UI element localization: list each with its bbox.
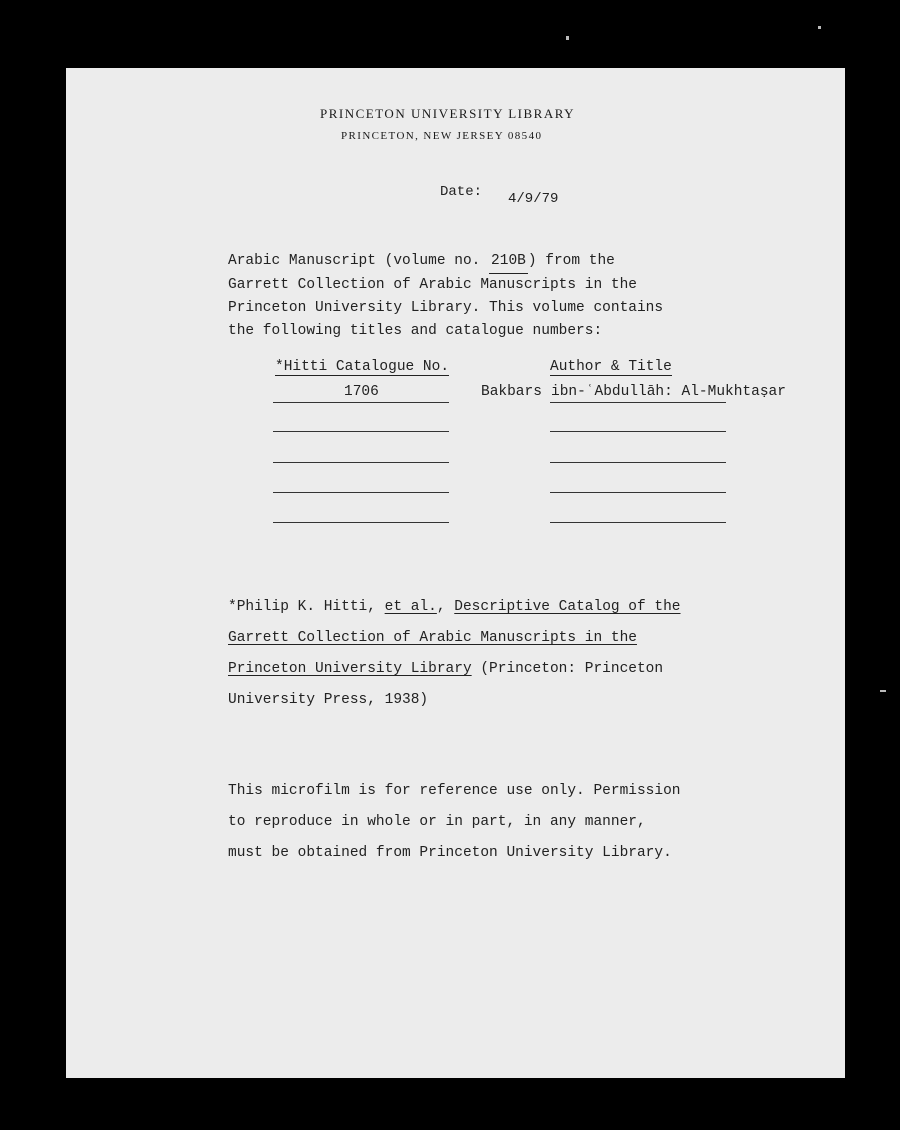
catalogue-line [273, 431, 449, 432]
citation-footnote [228, 592, 681, 716]
author-line [550, 402, 726, 403]
author-line [550, 431, 726, 432]
document-page [66, 68, 845, 1078]
author-title-column-header: Author & Title [550, 359, 672, 375]
notice-line-1: This microfilm is for reference use only. Permission [228, 783, 681, 799]
volume-number: 210B [489, 250, 528, 274]
intro-paragraph [228, 250, 663, 343]
footnote-publisher-1: (Princeton: Princeton [480, 661, 664, 677]
footnote-line-3 [228, 654, 681, 685]
footnote-title-2: Garrett Collection of Arabic Manuscripts in the [228, 630, 637, 646]
film-speck [566, 36, 569, 40]
catalogue-line [273, 522, 449, 523]
date-label: Date: [440, 184, 483, 200]
footnote-title-1: Descriptive Catalog of the [454, 599, 681, 615]
footnote-etal: et al. [384, 599, 437, 615]
author-line [550, 492, 726, 493]
author-line [550, 462, 726, 463]
notice-line-3: must be obtained from Princeton University Library. [228, 845, 672, 861]
intro-line1-before: Arabic Manuscript (volume no. [228, 253, 481, 269]
author-line [550, 522, 726, 523]
notice-line-2: to reproduce in whole or in part, in any manner, [228, 814, 646, 830]
footnote-comma: , [436, 599, 446, 615]
intro-line-2: Garrett Collection of Arabic Manuscripts in the [228, 277, 637, 293]
film-speck [880, 690, 886, 692]
date-value: 4/9/79 [508, 191, 559, 207]
footnote-line-4: University Press, 1938) [228, 692, 429, 708]
author-title: ibn-ʿAbdullāh: Al-Mukhtaṣar [551, 384, 786, 400]
catalogue-column-header: *Hitti Catalogue No. [275, 359, 450, 375]
letterhead-title: PRINCETON UNIVERSITY LIBRARY [320, 106, 576, 121]
intro-line-4: the following titles and catalogue numbers: [228, 323, 603, 339]
catalogue-line [273, 462, 449, 463]
film-speck [818, 26, 821, 29]
intro-line-3: Princeton University Library. This volume contains [228, 300, 664, 316]
intro-line1-after: ) from the [527, 253, 615, 269]
catalogue-number: 1706 [344, 384, 379, 400]
intro-line-1 [228, 250, 663, 274]
footnote-author: *Philip K. Hitti, [228, 599, 376, 615]
author-prefix: Bakbars [481, 384, 542, 400]
footnote-title-3: Princeton University Library [228, 661, 472, 677]
catalogue-line [273, 402, 449, 403]
reproduction-notice [228, 776, 680, 869]
footnote-line-1 [228, 592, 681, 623]
footnote-line-2 [228, 623, 681, 654]
letterhead-address: PRINCETON, NEW JERSEY 08540 [341, 130, 543, 142]
catalogue-line [273, 492, 449, 493]
